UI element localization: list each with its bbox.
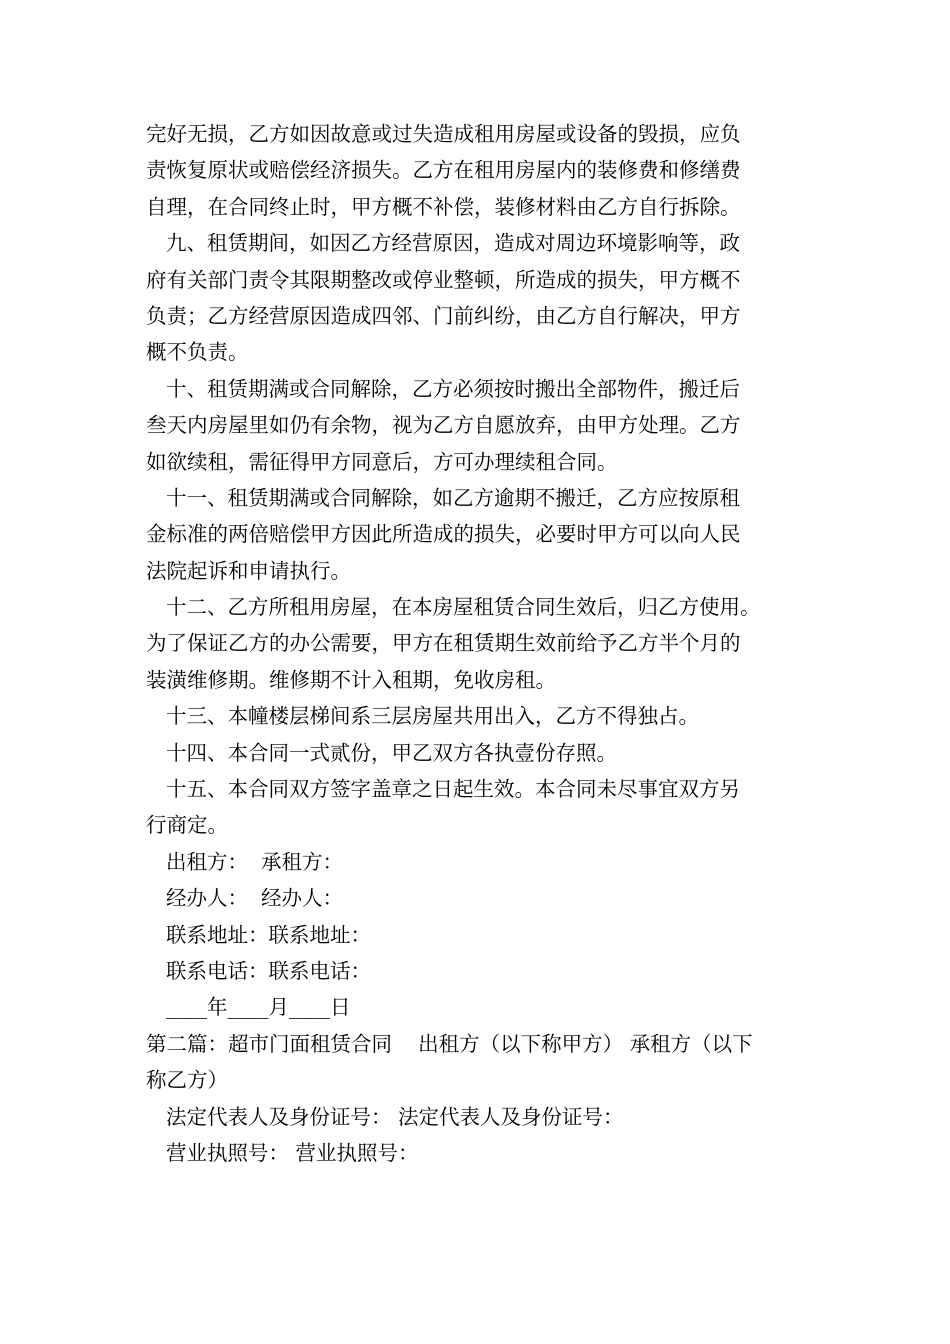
document-line: 十一、租赁期满或合同解除，如乙方逾期不搬迁，乙方应按原租 (166, 485, 740, 510)
document-line: 为了保证乙方的办公需要，甲方在租赁期生效前给予乙方半个月的 (146, 631, 741, 656)
document-line: 金标准的两倍赔偿甲方因此所造成的损失，必要时甲方可以向人民 (146, 522, 741, 547)
document-line: 十四、本合同一式贰份，甲乙双方各执壹份存照。 (166, 740, 617, 765)
document-line: 九、租赁期间，如因乙方经营原因，造成对周边环境影响等，政 (166, 231, 740, 256)
document-line: 责恢复原状或赔偿经济损失。乙方在租用房屋内的装修费和修缮费 (146, 158, 741, 183)
document-line: ____年____月____日 (166, 995, 351, 1020)
document-line: 完好无损，乙方如因故意或过失造成租用房屋或设备的毁损，应负 (146, 122, 741, 146)
document-line: 府有关部门责令其限期整改或停业整顿，所造成的损失，甲方概不 (146, 267, 741, 292)
document-line: 叁天内房屋里如仍有余物，视为乙方自愿放弃，由甲方处理。乙方 (146, 413, 741, 438)
document-line: 营业执照号： 营业执照号： (166, 1140, 419, 1165)
document-line: 联系地址：联系地址： (166, 922, 371, 947)
document-line: 称乙方） (146, 1068, 228, 1093)
document-line: 十、租赁期满或合同解除，乙方必须按时搬出全部物件，搬迁后 (166, 376, 740, 401)
document-line: 十二、乙方所租用房屋，在本房屋租赁合同生效后，归乙方使用。 (166, 595, 761, 620)
document-body (146, 116, 816, 1171)
document-line: 行商定。 (146, 813, 228, 838)
document-line: 十三、本幢楼层梯间系三层房屋共用出入，乙方不得独占。 (166, 704, 699, 729)
document-line: 如欲续租，需征得甲方同意后，方可办理续租合同。 (146, 449, 618, 474)
document-line: 法院起诉和申请执行。 (146, 558, 351, 583)
document-line: 十五、本合同双方签字盖章之日起生效。本合同未尽事宜双方另 (166, 777, 740, 802)
document-line: 出租方： 承租方： (166, 849, 344, 874)
document-line: 第二篇：超市门面租赁合同 出租方（以下称甲方） 承租方（以下 (146, 1031, 753, 1056)
document-line: 负责；乙方经营原因造成四邻、门前纠纷，由乙方自行解决，甲方 (146, 303, 741, 328)
document-line: 概不负责。 (146, 340, 249, 365)
document-line: 联系电话：联系电话： (166, 958, 371, 983)
document-line: 法定代表人及身份证号： 法定代表人及身份证号： (166, 1104, 624, 1129)
document-line: 经办人： 经办人： (166, 886, 344, 911)
document-line: 装潢维修期。维修期不计入租期，免收房租。 (146, 667, 556, 692)
document-line: 自理，在合同终止时，甲方概不补偿，装修材料由乙方自行拆除。 (146, 194, 741, 219)
